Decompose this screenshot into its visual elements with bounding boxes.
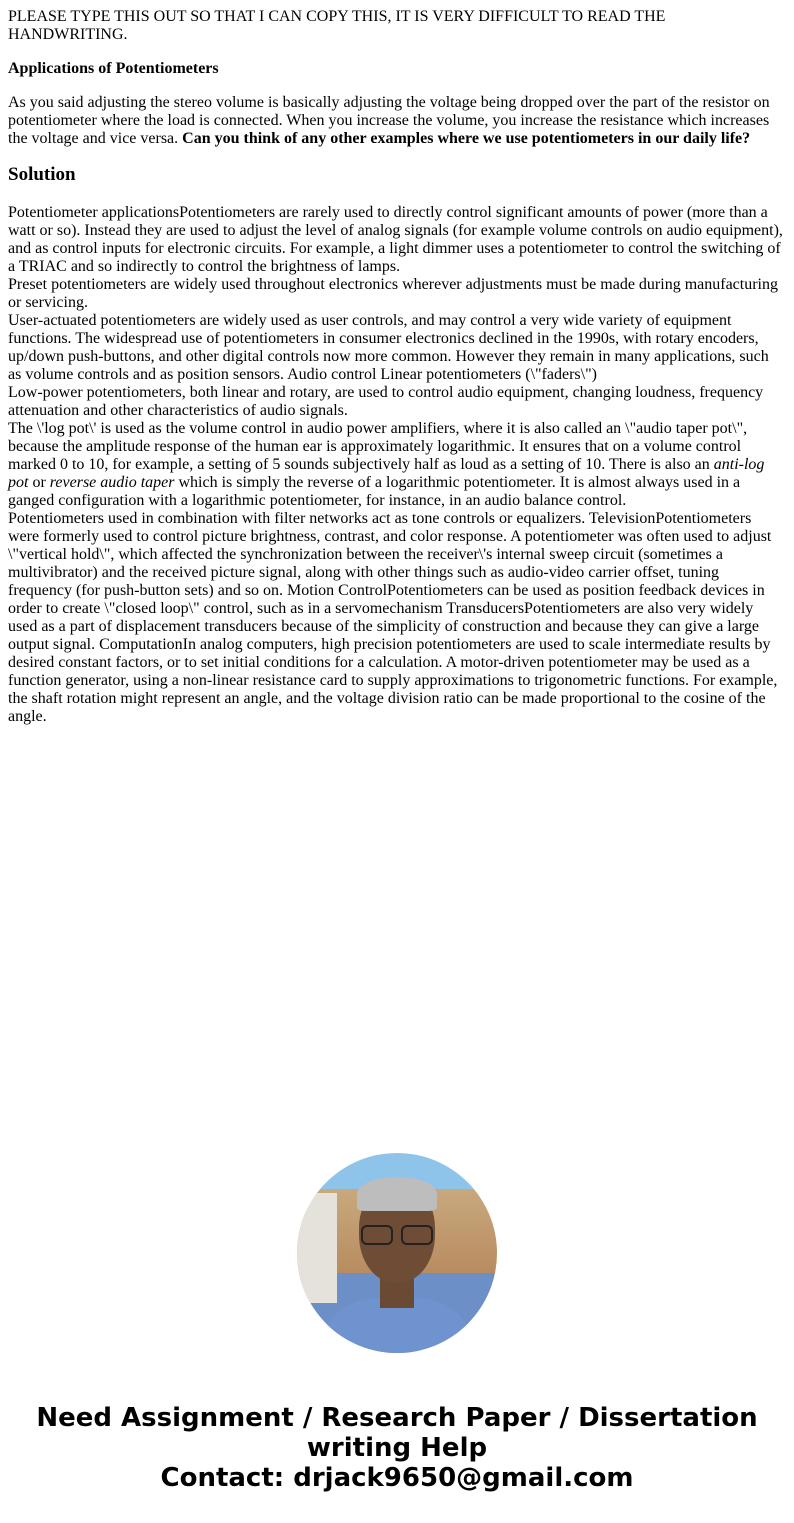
italic-term: anti-log pot [8, 456, 765, 491]
question-bold: Can you think of any other examples where we use potentiometers in our daily life? [182, 130, 751, 147]
solution-line: Potentiometers used in combination with filter networks act as tone controls or equalizers. TelevisionPotentiometers were formerly used to control picture brightness, contrast, and color response. A potentiometer was often used to adjust \"vertical hold\", which affected the synchronization between the receiver\'s internal sweep circuit (sometimes a multivibrator) and the received picture signal, along with other things such as audio-video carrier offset, tuning frequency (for push-button sets) and so on. Motion ControlPotentiometers can be used as position feedback devices in order to create \"closed loop\" control, such as in a servomechanism TransducersPotentiometers are also very widely used as a part of displacement transducers because of the simplicity of construction and because they can give a large output signal. ComputationIn analog computers, high precision potentiometers are used to scale intermediate results by desired constant factors, or to set initial conditions for a calculation. A motor-driven potentiometer may be used as a function generator, using a non-linear resistance card to supply approximations to trigonometric functions. For example, the shaft rotation might represent an angle, and the voltage division ratio can be made proportional to the cosine of the angle. [8, 510, 778, 725]
question-text: As you said adjusting the stereo volume is basically adjusting the voltage being dropped over the part of the resistor on potentiometer where the load is connected. When you increase the volume, you increase the resistance which increases the voltage and vice versa. [8, 94, 770, 147]
solution-heading: Solution [8, 164, 76, 185]
solution-line: Potentiometer applicationsPotentiometers are rarely used to directly control significant amounts of power (more than a watt or so). Instead they are used to adjust the level of analog signals (for example volume controls on audio equipment), and as control inputs for electronic circuits. For example, a light dimmer uses a potentiometer to control the switching of a TRIAC and so indirectly to control the brightness of lamps. [8, 204, 783, 275]
contact-banner [0, 1403, 794, 1493]
italic-term: reverse audio taper [49, 474, 175, 491]
question-body [8, 94, 786, 148]
question-request: PLEASE TYPE THIS OUT SO THAT I CAN COPY THIS, IT IS VERY DIFFICULT TO READ THE HANDWRITING. [8, 8, 666, 43]
solution-line: Preset potentiometers are widely used throughout electronics wherever adjustments must be made during manufacturing or servicing. [8, 276, 778, 311]
help-text: Need Assignment / Research Paper / Dissertation writing Help [36, 1403, 758, 1463]
solution-line: Low-power potentiometers, both linear and rotary, are used to control audio equipment, changing loudness, frequency attenuation and other characteristics of audio signals. [8, 384, 764, 419]
solution-body [8, 204, 786, 726]
document [0, 0, 794, 726]
glasses-icon [361, 1225, 433, 1243]
solution-line: User-actuated potentiometers are widely used as user controls, and may control a very wide variety of equipment functions. The widespread use of potentiometers in consumer electronics declined in the 1990s, with rotary encoders, up/down push-buttons, and other digital controls now more common. However they remain in many applications, such as volume controls and as position sensors. Audio control Linear potentiometers (\"faders\") [8, 312, 769, 383]
contact-email: Contact: drjack9650@gmail.com [160, 1463, 634, 1493]
author-avatar [297, 1153, 497, 1353]
text: which is simply the reverse of a logarithmic potentiometer. It is almost always used in a ganged configuration with a logarithmic potentiometer, for instance, in an audio balance control. [8, 474, 741, 509]
text: The \'log pot\' is used as the volume control in audio power amplifiers, where it is also called an \"audio taper pot\", because the amplitude response of the human ear is approximately logarithmic. It ensures that on a volume control marked 0 to 10, for example, a setting of 5 sounds subjectively half as loud as a setting of 10. There is also an [8, 420, 748, 473]
text: or [28, 474, 50, 491]
question-heading: Applications of Potentiometers [8, 60, 219, 77]
solution-log-pot [8, 420, 786, 510]
